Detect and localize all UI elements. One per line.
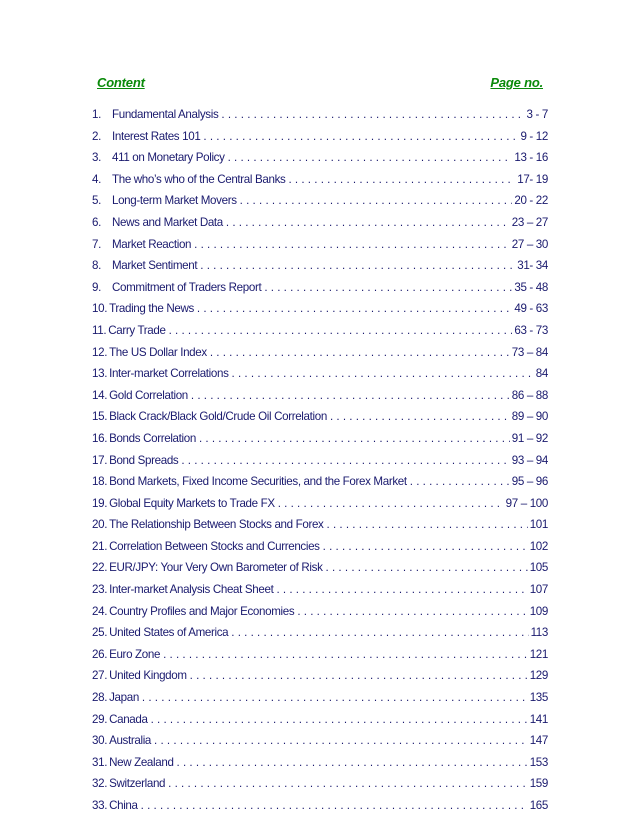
toc-entry-number: 14. [92,388,108,402]
toc-entry [92,795,548,817]
dot-leader [276,579,527,601]
toc-entry [92,579,548,601]
toc-entry-number: 13. [92,367,108,381]
toc-entry-title: Interest Rates 101 [111,129,201,143]
toc-entry-title: Bond Markets, Fixed Income Securities, and the Forex Market [109,475,407,489]
toc-entry-title: United Kingdom [109,669,187,683]
dot-leader [177,752,528,774]
toc-entry-title: EUR/JPY: Your Very Own Barometer of Risk [109,561,323,575]
dot-leader [210,342,510,364]
toc-entry [92,342,548,364]
toc-entry-title: Trading the News [109,302,194,316]
toc-entry-title: The who’s who of the Central Banks [111,172,286,186]
dot-leader [199,428,510,450]
toc-entry-title: Euro Zone [109,647,161,661]
toc-entry-title: United States of America [109,626,229,640]
toc-entry-number: 27. [92,669,108,683]
toc-entry [92,773,548,795]
toc-entry-page: 135 [529,691,548,705]
toc-entry-title: Gold Correlation [109,388,188,402]
toc-entry [92,234,548,256]
toc-entry-number: 28. [92,691,108,705]
toc-entry [92,147,548,169]
dot-leader [194,234,510,256]
toc-entry-page: 153 [529,755,548,769]
toc-entry [92,709,548,731]
toc-entry-page: 141 [529,712,548,726]
toc-entry [92,212,548,234]
toc-entry-title: Correlation Between Stocks and Currencies [109,539,320,553]
dot-leader [232,363,534,385]
toc-entry-page: 113 [530,626,548,640]
toc-entry-title: Switzerland [109,777,166,791]
toc-entry-page: 89 – 90 [511,410,548,424]
toc-entry-number: 26. [92,647,108,661]
dot-leader [228,147,513,169]
table-of-contents [92,104,548,817]
dot-leader [181,450,509,472]
toc-entry [92,514,548,536]
toc-entry [92,622,548,644]
toc-entry-page: 121 [529,647,548,661]
toc-entry-number: 20. [92,518,108,532]
toc-entry-number: 22. [92,561,108,575]
toc-entry-number: 21. [92,539,108,553]
toc-entry [92,665,548,687]
dot-leader [330,406,510,428]
toc-entry-title: Country Profiles and Major Economies [109,604,295,618]
toc-entry-page: 27 – 30 [511,237,548,251]
toc-entry [92,255,548,277]
toc-entry-page: 3 - 7 [526,108,548,121]
toc-entry-title: Global Equity Markets to Trade FX [109,496,275,510]
dot-leader [151,709,528,731]
toc-entry-title: Fundamental Analysis [111,108,219,121]
toc-entry-page: 165 [529,799,548,812]
toc-entry-page: 159 [529,777,548,791]
dot-leader [288,169,515,191]
toc-entry [92,493,548,515]
dot-leader [240,190,513,212]
toc-entry-number: 12. [92,345,108,359]
dot-leader [191,385,510,407]
toc-entry-page: 107 [529,583,548,597]
toc-entry-number: 17. [92,453,108,467]
toc-entry-title: Long-term Market Movers [111,194,237,208]
toc-entry-number: 33. [92,799,108,812]
toc-entry [92,644,548,666]
toc-entry-title: Inter-market Correlations [109,367,229,381]
toc-entry-page: 102 [529,539,548,553]
toc-entry-number: 18. [92,475,108,489]
toc-entry-number: 7. [92,237,101,251]
toc-entry-title: News and Market Data [111,215,223,229]
toc-entry-page: 17- 19 [517,172,548,186]
toc-entry-number: 29. [92,712,108,726]
toc-entry-title: Bond Spreads [109,453,179,467]
dot-leader [190,665,528,687]
dot-leader [168,773,528,795]
toc-entry-number: 11. [92,323,107,337]
toc-header [97,75,543,95]
dot-leader [142,687,528,709]
toc-entry-title: The US Dollar Index [109,345,207,359]
toc-entry-number: 9. [92,280,101,294]
dot-leader [221,104,524,126]
toc-entry-number: 1. [92,108,101,121]
dot-leader [169,320,513,342]
toc-entry-number: 3. [92,151,101,165]
toc-entry-title: China [109,799,138,812]
toc-entry-title: Australia [109,734,152,748]
toc-entry [92,385,548,407]
toc-entry-title: Black Crack/Black Gold/Crude Oil Correlation [109,410,327,424]
toc-entry [92,126,548,148]
toc-entry [92,320,548,342]
toc-entry-page: 93 – 94 [511,453,548,467]
dot-leader [327,514,528,536]
toc-entry-page: 35 - 48 [514,280,548,294]
toc-entry [92,169,548,191]
toc-entry-title: The Relationship Between Stocks and Forex [109,518,324,532]
toc-entry-title: Carry Trade [108,323,166,337]
dot-leader [226,212,510,234]
dot-leader [203,126,518,148]
toc-entry-title: Commitment of Traders Report [111,280,262,294]
toc-entry [92,450,548,472]
toc-entry-title: Market Reaction [111,237,192,251]
toc-entry-number: 31. [92,755,108,769]
toc-entry-number: 32. [92,777,108,791]
page-number-heading: Page no. [490,75,543,90]
dot-leader [264,277,512,299]
toc-entry-title: New Zealand [109,755,174,769]
toc-entry-page: 9 - 12 [520,129,548,143]
dot-leader [197,298,512,320]
toc-entry [92,601,548,623]
toc-entry-page: 109 [529,604,548,618]
toc-entry [92,730,548,752]
toc-entry [92,557,548,579]
toc-entry-number: 8. [92,259,101,273]
toc-entry [92,471,548,493]
toc-entry-title: Japan [109,691,139,705]
toc-entry-page: 105 [529,561,548,575]
toc-entry [92,104,548,126]
dot-leader [154,730,528,752]
toc-entry [92,298,548,320]
toc-entry-number: 5. [92,194,101,208]
toc-entry [92,277,548,299]
toc-entry [92,536,548,558]
toc-entry-number: 19. [92,496,108,510]
toc-entry-page: 147 [529,734,548,748]
toc-entry-page: 129 [529,669,548,683]
toc-entry-page: 97 – 100 [505,496,548,510]
dot-leader [278,493,504,515]
toc-entry-number: 24. [92,604,108,618]
toc-entry-number: 23. [92,583,108,597]
toc-entry [92,363,548,385]
toc-entry-number: 15. [92,410,108,424]
toc-entry-number: 4. [92,172,101,186]
toc-entry-page: 95 – 96 [511,475,548,489]
toc-entry-title: Inter-market Analysis Cheat Sheet [109,583,274,597]
dot-leader [410,471,510,493]
toc-entry-page: 63 - 73 [514,323,548,337]
toc-entry [92,190,548,212]
toc-entry [92,752,548,774]
toc-entry-title: Market Sentiment [111,259,198,273]
toc-entry-page: 73 – 84 [511,345,548,359]
toc-entry-number: 6. [92,215,101,229]
dot-leader [163,644,528,666]
toc-entry-page: 49 - 63 [514,302,548,316]
toc-entry-page: 91 – 92 [511,431,548,445]
toc-entry-title: 411 on Monetary Policy [111,151,225,165]
toc-entry-page: 20 - 22 [514,194,548,208]
toc-entry-page: 84 [535,367,548,381]
toc-entry-page: 101 [529,518,548,532]
dot-leader [231,622,528,644]
dot-leader [323,536,528,558]
dot-leader [297,601,527,623]
toc-entry-number: 10. [92,302,108,316]
toc-entry-title: Canada [109,712,148,726]
toc-entry [92,428,548,450]
dot-leader [200,255,515,277]
toc-entry-page: 86 – 88 [511,388,548,402]
toc-entry-number: 30. [92,734,108,748]
toc-entry-page: 23 – 27 [511,215,548,229]
toc-entry-number: 16. [92,431,108,445]
dot-leader [141,795,528,817]
toc-entry [92,687,548,709]
toc-entry-title: Bonds Correlation [109,431,196,445]
content-heading: Content [97,75,145,90]
toc-entry [92,406,548,428]
toc-entry-number: 2. [92,129,101,143]
toc-entry-page: 13 - 16 [514,151,548,165]
toc-entry-number: 25. [92,626,108,640]
dot-leader [326,557,528,579]
toc-entry-page: 31- 34 [517,259,548,273]
